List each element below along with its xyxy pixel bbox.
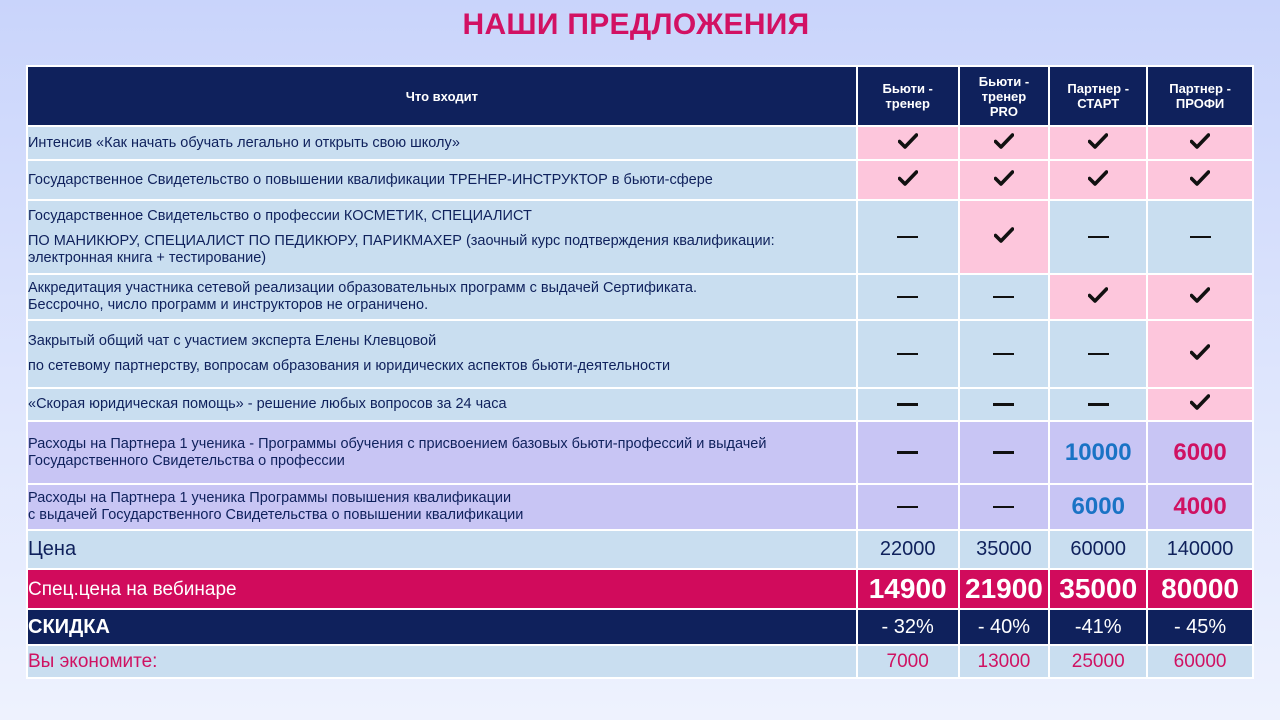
discount-row (27, 609, 1253, 645)
dash-mark (897, 296, 918, 299)
header-line: СТАРТ (1077, 96, 1120, 111)
expense-number: 6000 (1071, 493, 1125, 520)
expense-text: с выдачей Государственного Свидетельства о повышении квалификации (28, 507, 524, 523)
checkmark-icon (1088, 170, 1108, 186)
dash-mark (897, 353, 918, 356)
feature-mark (959, 200, 1050, 274)
feature-label (27, 388, 857, 421)
feature-mark (1049, 320, 1147, 388)
checkmark-icon (994, 170, 1014, 186)
checkmark-icon (1190, 394, 1210, 410)
dash-mark (1088, 236, 1109, 239)
feature-mark (857, 274, 959, 320)
feature-text: Государственное Свидетельство о профессии КОСМЕТИК, СПЕЦИАЛИСТ (28, 207, 532, 224)
expense-value (857, 484, 959, 530)
expense-value (1049, 421, 1147, 484)
feature-row (27, 200, 1253, 274)
feature-text: Аккредитация участника сетевой реализации образовательных программ с выдачей Сертификата. (28, 280, 697, 296)
dash-mark (993, 451, 1014, 454)
expense-number: 4000 (1173, 493, 1227, 520)
dash-mark (897, 403, 918, 406)
feature-text: Закрытый общий чат с участием эксперта Елены Клевцовой (28, 333, 437, 349)
feature-mark (857, 126, 959, 160)
feature-label (27, 126, 857, 160)
price-value: 140000 (1147, 530, 1253, 569)
feature-label (27, 160, 857, 200)
price-label: Цена (27, 530, 857, 569)
expense-row (27, 484, 1253, 530)
header-plan-beauty-trainer (857, 66, 959, 126)
price-value: 35000 (959, 530, 1050, 569)
feature-label (27, 320, 857, 388)
expense-value (857, 421, 959, 484)
feature-text: «Скорая юридическая помощь» - решение любых вопросов за 24 часа (28, 396, 507, 412)
expense-value (1049, 484, 1147, 530)
checkmark-icon (994, 133, 1014, 149)
special-price-value: 35000 (1049, 569, 1147, 609)
price-row (27, 530, 1253, 569)
feature-label (27, 200, 857, 274)
price-value: 22000 (857, 530, 959, 569)
dash-mark (1190, 236, 1211, 239)
feature-mark (857, 200, 959, 274)
checkmark-icon (898, 170, 918, 186)
checkmark-icon (1190, 133, 1210, 149)
feature-text: Государственное Свидетельство о повышении квалификации ТРЕНЕР-ИНСТРУКТОР в бьюти-сфере (28, 171, 713, 188)
special-price-row (27, 569, 1253, 609)
feature-row (27, 160, 1253, 200)
dash-mark (897, 506, 918, 509)
savings-value: 13000 (959, 645, 1050, 678)
spacer (28, 350, 856, 358)
header-line: Партнер - (1169, 81, 1231, 96)
price-value: 60000 (1049, 530, 1147, 569)
expense-text: Расходы на Партнера 1 ученика Программы повышения квалификации (28, 490, 512, 506)
feature-mark (959, 126, 1050, 160)
dash-mark (897, 451, 918, 454)
header-line: тренер (885, 96, 930, 111)
discount-value: -41% (1049, 609, 1147, 645)
feature-mark (1147, 388, 1253, 421)
expense-value (959, 421, 1050, 484)
table-header-row (27, 66, 1253, 126)
feature-mark (857, 320, 959, 388)
feature-mark (959, 320, 1050, 388)
feature-text: Бессрочно, число программ и инструкторов не ограничено. (28, 297, 429, 313)
special-price-value: 14900 (857, 569, 959, 609)
discount-value: - 32% (857, 609, 959, 645)
checkmark-icon (1190, 287, 1210, 303)
checkmark-icon (994, 227, 1014, 243)
checkmark-icon (1190, 170, 1210, 186)
header-plan-partner-profi (1147, 66, 1253, 126)
feature-mark (1147, 126, 1253, 160)
offers-table (26, 65, 1254, 679)
feature-mark (1049, 388, 1147, 421)
page-title: НАШИ ПРЕДЛОЖЕНИЯ (462, 8, 810, 41)
feature-text: ПО МАНИКЮРУ, СПЕЦИАЛИСТ ПО ПЕДИКЮРУ, ПАРИКМАХЕР (заочный курс подтверждения квалификации: электронная книга + тестирование) (28, 232, 775, 266)
feature-mark (1147, 200, 1253, 274)
feature-mark (1147, 160, 1253, 200)
expense-row (27, 421, 1253, 484)
dash-mark (1088, 403, 1109, 406)
feature-mark (857, 160, 959, 200)
expense-value (1147, 421, 1253, 484)
savings-value: 7000 (857, 645, 959, 678)
dash-mark (993, 506, 1014, 509)
header-plan-beauty-trainer-pro (959, 66, 1050, 126)
checkmark-icon (898, 133, 918, 149)
feature-mark (959, 160, 1050, 200)
checkmark-icon (1088, 133, 1108, 149)
checkmark-icon (1190, 344, 1210, 360)
discount-value: - 45% (1147, 609, 1253, 645)
feature-mark (1049, 274, 1147, 320)
savings-label: Вы экономите: (27, 645, 857, 678)
feature-row (27, 126, 1253, 160)
expense-text: Государственного Свидетельства о профессии (28, 452, 345, 469)
feature-row (27, 274, 1253, 320)
special-price-value: 80000 (1147, 569, 1253, 609)
savings-value: 60000 (1147, 645, 1253, 678)
feature-row (27, 320, 1253, 388)
special-price-label: Спец.цена на вебинаре (27, 569, 857, 609)
savings-row (27, 645, 1253, 678)
feature-mark (1147, 320, 1253, 388)
discount-value: - 40% (959, 609, 1050, 645)
dash-mark (993, 403, 1014, 406)
feature-text: по сетевому партнерству, вопросам образования и юридических аспектов бьюти-деятельности (28, 358, 671, 374)
expense-text: Расходы на Партнера 1 ученика - Программы обучения с присвоением базовых бьюти-профессий и выдачей (28, 435, 767, 452)
feature-label (27, 274, 857, 320)
dash-mark (993, 296, 1014, 299)
feature-row (27, 388, 1253, 421)
header-line: тренер (981, 88, 1027, 104)
spacer (28, 225, 856, 233)
expense-value (959, 484, 1050, 530)
header-line: Бьюти - (978, 73, 1030, 89)
feature-mark (857, 388, 959, 421)
feature-mark (959, 274, 1050, 320)
header-line: ПРОФИ (1175, 96, 1225, 111)
expense-number: 6000 (1173, 438, 1227, 466)
header-plan-partner-start (1049, 66, 1147, 126)
savings-value: 25000 (1049, 645, 1147, 678)
header-line: PRO (989, 103, 1019, 119)
dash-mark (1088, 353, 1109, 356)
expense-label (27, 484, 857, 530)
feature-mark (1049, 200, 1147, 274)
expense-value (1147, 484, 1253, 530)
header-line: Партнер - (1067, 81, 1130, 96)
header-line: Бьюти - (882, 81, 933, 96)
special-price-value: 21900 (959, 569, 1050, 609)
feature-mark (1049, 160, 1147, 200)
feature-mark (959, 388, 1050, 421)
feature-mark (1147, 274, 1253, 320)
expense-label (27, 421, 857, 484)
dash-mark (993, 353, 1014, 356)
dash-mark (897, 236, 918, 239)
header-feature: Что входит (27, 66, 857, 126)
discount-label: СКИДКА (27, 609, 857, 645)
feature-mark (1049, 126, 1147, 160)
checkmark-icon (1088, 287, 1108, 303)
feature-text: Интенсив «Как начать обучать легально и открыть свою школу» (28, 134, 460, 151)
expense-number: 10000 (1064, 438, 1132, 466)
